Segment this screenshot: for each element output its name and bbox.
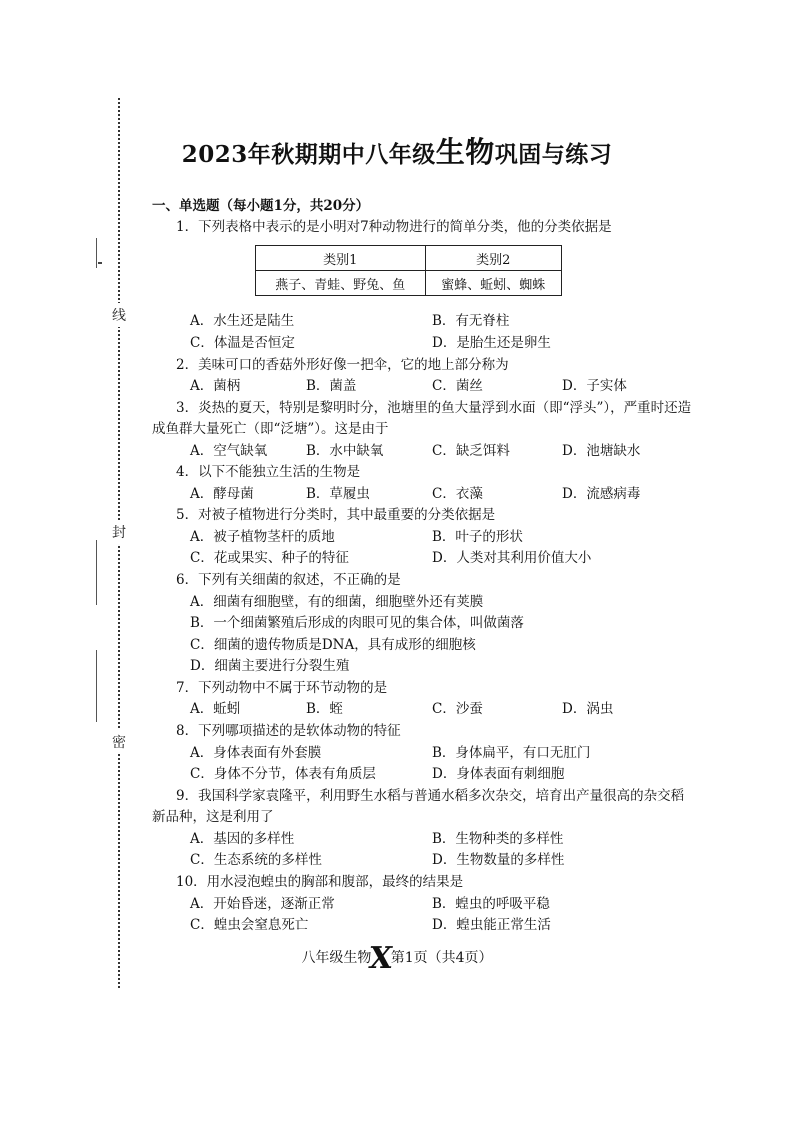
- option-3a: A．空气缺氧: [190, 443, 268, 459]
- option-8b: B．身体扁平，有口无肛门: [432, 745, 591, 761]
- option-5c: C．花或果实、种子的特征: [190, 550, 349, 566]
- margin-rule: [96, 540, 97, 605]
- table-header: 类别1: [256, 246, 426, 271]
- question-8-stem: 8．下列哪项描述的是软体动物的特征: [176, 723, 401, 739]
- footer-page-number: 第1页（共4页）: [390, 950, 493, 966]
- title-prefix: 2023年秋期期中八年级: [181, 141, 436, 168]
- option-9d: D．生物数量的多样性: [432, 852, 565, 868]
- option-4d: D．流感病毒: [562, 486, 641, 502]
- option-8d: D．身体表面有刺细胞: [432, 766, 565, 782]
- option-10a: A．开始昏迷，逐渐正常: [190, 896, 335, 912]
- option-7a: A．蚯蚓: [190, 701, 241, 717]
- option-7b: B．蛭: [306, 701, 343, 717]
- option-1c: C．体温是否恒定: [190, 335, 295, 351]
- option-6b: B．一个细菌繁殖后形成的肉眼可见的集合体，叫做菌落: [190, 615, 524, 631]
- option-2b: B．菌盖: [306, 378, 357, 394]
- option-3d: D．池塘缺水: [562, 443, 641, 459]
- option-4c: C．衣藻: [432, 486, 483, 502]
- margin-rule: [96, 650, 97, 722]
- option-7c: C．沙蚕: [432, 701, 483, 717]
- title-suffix: 巩固与练习: [494, 141, 613, 168]
- option-1b: B．有无脊柱: [432, 313, 510, 329]
- table-cell: 燕子、青蛙、野兔、鱼: [256, 271, 426, 296]
- page-title: [0, 130, 794, 171]
- question-1-stem: 1．下列表格中表示的是小明对7种动物进行的简单分类，他的分类依据是: [176, 219, 612, 235]
- handwritten-x-mark: X: [367, 941, 396, 976]
- margin-rule: [96, 238, 97, 268]
- question-2-stem: 2．美味可口的香菇外形好像一把伞，它的地上部分称为: [176, 357, 509, 373]
- option-2c: C．菌丝: [432, 378, 483, 394]
- option-3c: C．缺乏饵料: [432, 443, 510, 459]
- question-9-stem: 9．我国科学家袁隆平，利用野生水稻与普通水稻多次杂交，培育出产量很高的杂交稻: [176, 788, 685, 804]
- binding-label-feng: 封: [108, 520, 130, 544]
- option-4a: A．酵母菌: [190, 486, 254, 502]
- section-heading: 一、单选题（每小题1分，共20分）: [152, 198, 370, 214]
- option-8c: C．身体不分节，体表有角质层: [190, 766, 376, 782]
- option-5a: A．被子植物茎杆的质地: [190, 529, 335, 545]
- table-cell: 蜜蜂、蚯蚓、蜘蛛: [425, 271, 561, 296]
- option-1d: D．是胎生还是卵生: [432, 335, 551, 351]
- option-6c: C．细菌的遗传物质是DNA，具有成形的细胞核: [190, 637, 476, 653]
- classification-table: [255, 245, 562, 296]
- option-6d: D．细菌主要进行分裂生殖: [190, 658, 350, 674]
- question-3-stem-cont: 成鱼群大量死亡（即“泛塘”）。这是由于: [152, 421, 389, 437]
- option-10c: C．蝗虫会窒息死亡: [190, 917, 309, 933]
- option-5b: B．叶子的形状: [432, 529, 523, 545]
- option-8a: A．身体表面有外套膜: [190, 745, 322, 761]
- question-5-stem: 5．对被子植物进行分类时，其中最重要的分类依据是: [176, 507, 496, 523]
- option-9b: B．生物种类的多样性: [432, 831, 564, 847]
- option-9a: A．基因的多样性: [190, 831, 295, 847]
- option-1a: A．水生还是陆生: [190, 313, 295, 329]
- option-5d: D．人类对其利用价值大小: [432, 550, 592, 566]
- option-10b: B．蝗虫的呼吸平稳: [432, 896, 550, 912]
- question-4-stem: 4．以下不能独立生活的生物是: [176, 464, 361, 480]
- question-6-stem: 6．下列有关细菌的叙述，不正确的是: [176, 572, 401, 588]
- binding-label-mi: 密: [108, 730, 130, 754]
- table-header: 类别2: [425, 246, 561, 271]
- question-10-stem: 10．用水浸泡蝗虫的胸部和腹部，最终的结果是: [176, 874, 464, 890]
- option-3b: B．水中缺氧: [306, 443, 384, 459]
- page-footer: [0, 941, 794, 976]
- question-3-stem: 3．炎热的夏天，特别是黎明时分，池塘里的鱼大量浮到水面（即“浮头”），严重时还造: [176, 400, 692, 416]
- option-4b: B．草履虫: [306, 486, 370, 502]
- option-7d: D．涡虫: [562, 701, 614, 717]
- question-9-stem-cont: 新品种，这是利用了: [152, 809, 274, 825]
- option-6a: A．细菌有细胞壁，有的细菌，细胞壁外还有荚膜: [190, 594, 484, 610]
- margin-tick: [98, 262, 102, 264]
- question-7-stem: 7．下列动物中不属于环节动物的是: [176, 680, 388, 696]
- option-2a: A．菌柄: [190, 378, 241, 394]
- option-10d: D．蝗虫能正常生活: [432, 917, 551, 933]
- binding-label-xian: 线: [108, 303, 130, 327]
- option-2d: D．子实体: [562, 378, 627, 394]
- footer-subject: 八年级生物: [301, 950, 372, 966]
- title-subject: 生物: [435, 135, 495, 169]
- option-9c: C．生态系统的多样性: [190, 852, 322, 868]
